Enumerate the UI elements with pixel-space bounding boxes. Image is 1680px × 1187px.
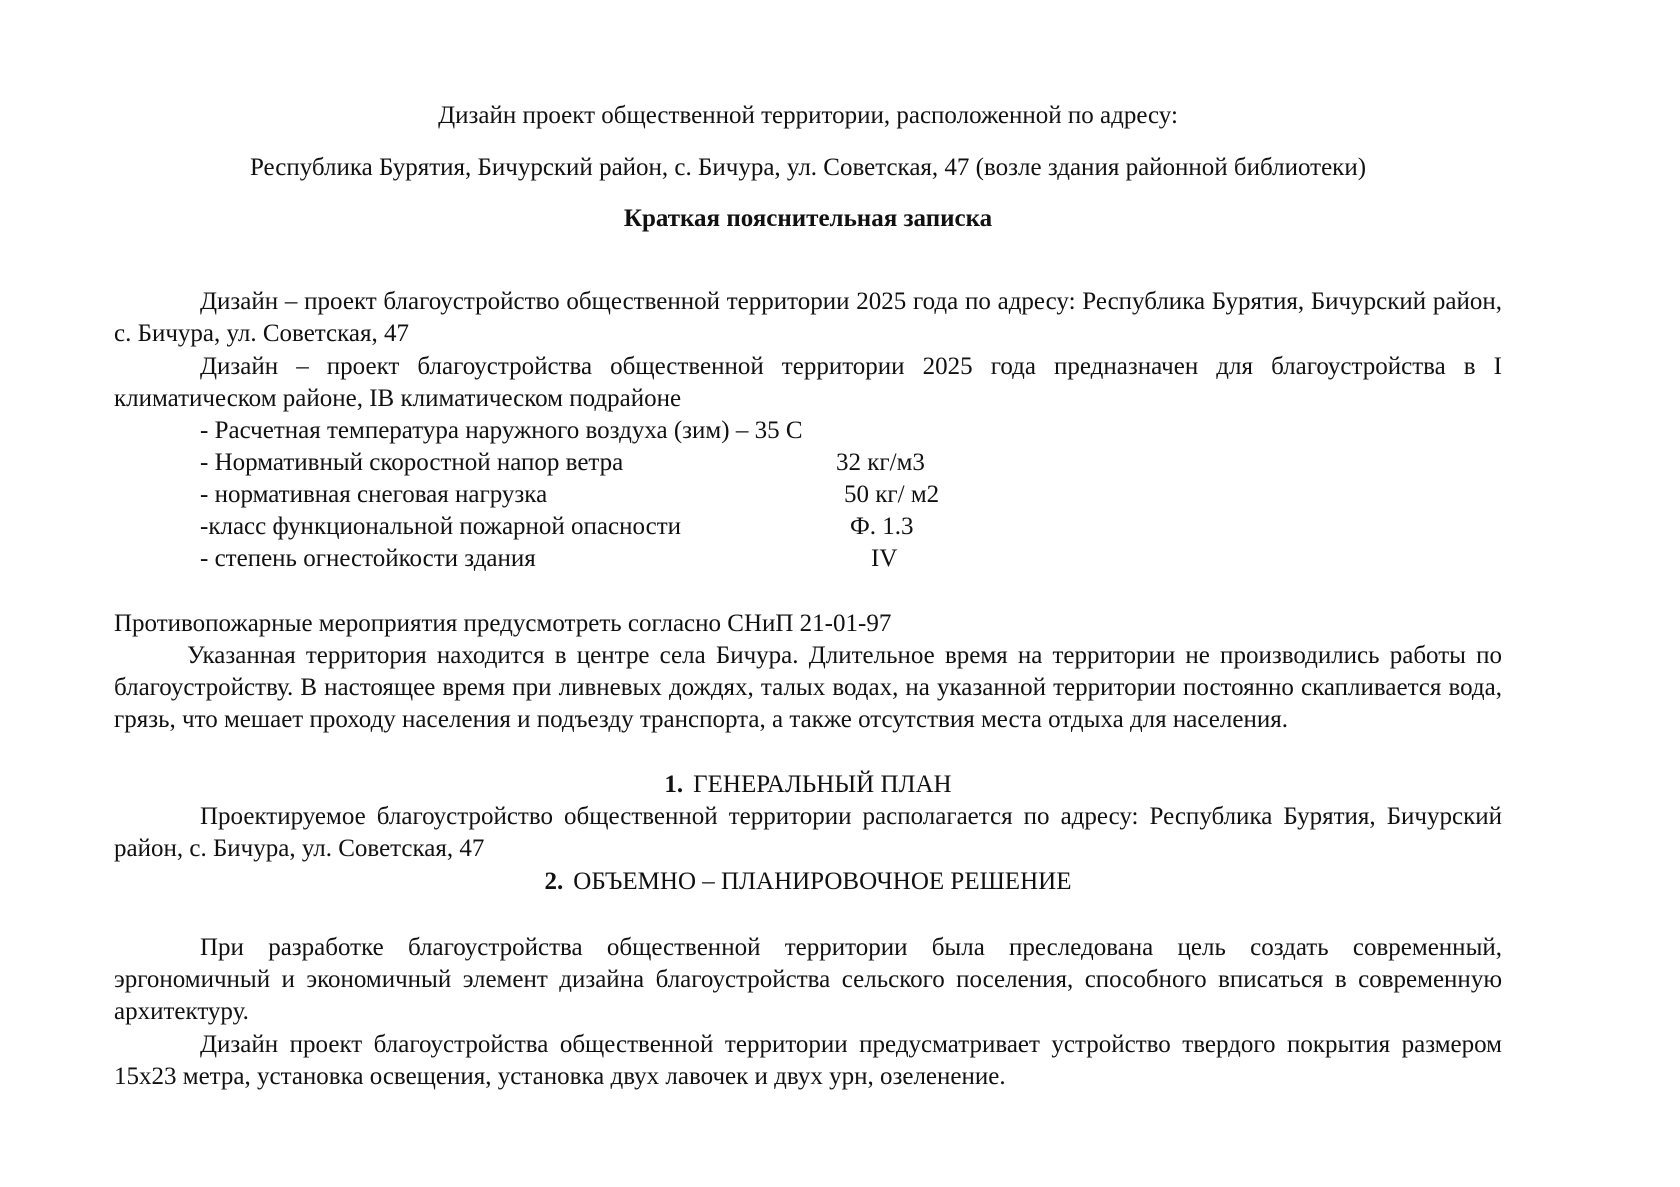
param-label-wind: - Нормативный скоростной напор ветра: [200, 449, 624, 476]
fire-measures: Противопожарные мероприятия предусмотреть согласно СНиП 21-01-97: [114, 610, 892, 637]
territory-paragraph: Указанная территория находится в центре села Бичура. Длительное время на территории не производились работы по благоустройству. В настоящее время при ливневых дождях, талых водах, на указанной территории постоянно скапливается вода, грязь, что мешает проходу населения и подъезду транспорта, а также отсутствия места отдыха для населения.: [114, 642, 1502, 733]
section-2-paragraph-2: Дизайн проект благоустройства общественной территории предусматривает устройство твердого покрытия размером 15х23 метра, установка освещения, установка двух лавочек и двух урн, озеленение.: [114, 1031, 1502, 1090]
section-1-number: 1.: [664, 771, 684, 798]
param-value-wind: 32 кг/м3: [836, 449, 925, 476]
section-2-paragraph-1: При разработке благоустройства общественной территории была преследована цель создать современный, эргономичный и экономичный элемент дизайна благоустройства сельского поселения, способного вписаться в современную архитектуру.: [114, 934, 1502, 1025]
param-value-fire-resistance: IV: [871, 545, 898, 572]
section-2-number: 2.: [544, 868, 564, 895]
header-line-1: Дизайн проект общественной территории, расположенной по адресу:: [438, 102, 1178, 129]
section-2-title: ОБЪЕМНО – ПЛАНИРОВОЧНОЕ РЕШЕНИЕ: [573, 868, 1072, 895]
intro-paragraph-2: Дизайн – проект благоустройства общественной территории 2025 года предназначен для благоустройства в I климатическом районе, IВ климатическом подрайоне: [114, 353, 1502, 412]
section-1-heading: [114, 769, 1502, 801]
document-title: Краткая пояснительная записка: [623, 205, 993, 232]
param-value-fire-class: Ф. 1.3: [850, 513, 914, 540]
intro-paragraph-1: Дизайн – проект благоустройство общественной территории 2025 года по адресу: Республика Бурятия, Бичурский район, с. Бичура, ул. Советская, 47: [114, 288, 1502, 347]
param-label-temperature: - Расчетная температура наружного воздуха (зим) – 35 С: [200, 417, 803, 444]
param-value-snow: 50 кг/ м2: [844, 481, 940, 508]
section-1-title: ГЕНЕРАЛЬНЫЙ ПЛАН: [693, 771, 952, 798]
param-label-snow: - нормативная снеговая нагрузка: [200, 481, 548, 508]
param-label-fire-class: -класс функциональной пожарной опасности: [200, 513, 682, 540]
header-line-2: Республика Бурятия, Бичурский район, с. Бичура, ул. Советская, 47 (возле здания районной библиотеки): [249, 154, 1367, 181]
section-2-heading: [114, 866, 1502, 898]
param-label-fire-resistance: - степень огнестойкости здания: [200, 545, 536, 572]
section-1-paragraph: Проектируемое благоустройство общественной территории располагается по адресу: Республика Бурятия, Бичурский район, с. Бичура, ул. Советская, 47: [114, 803, 1502, 862]
